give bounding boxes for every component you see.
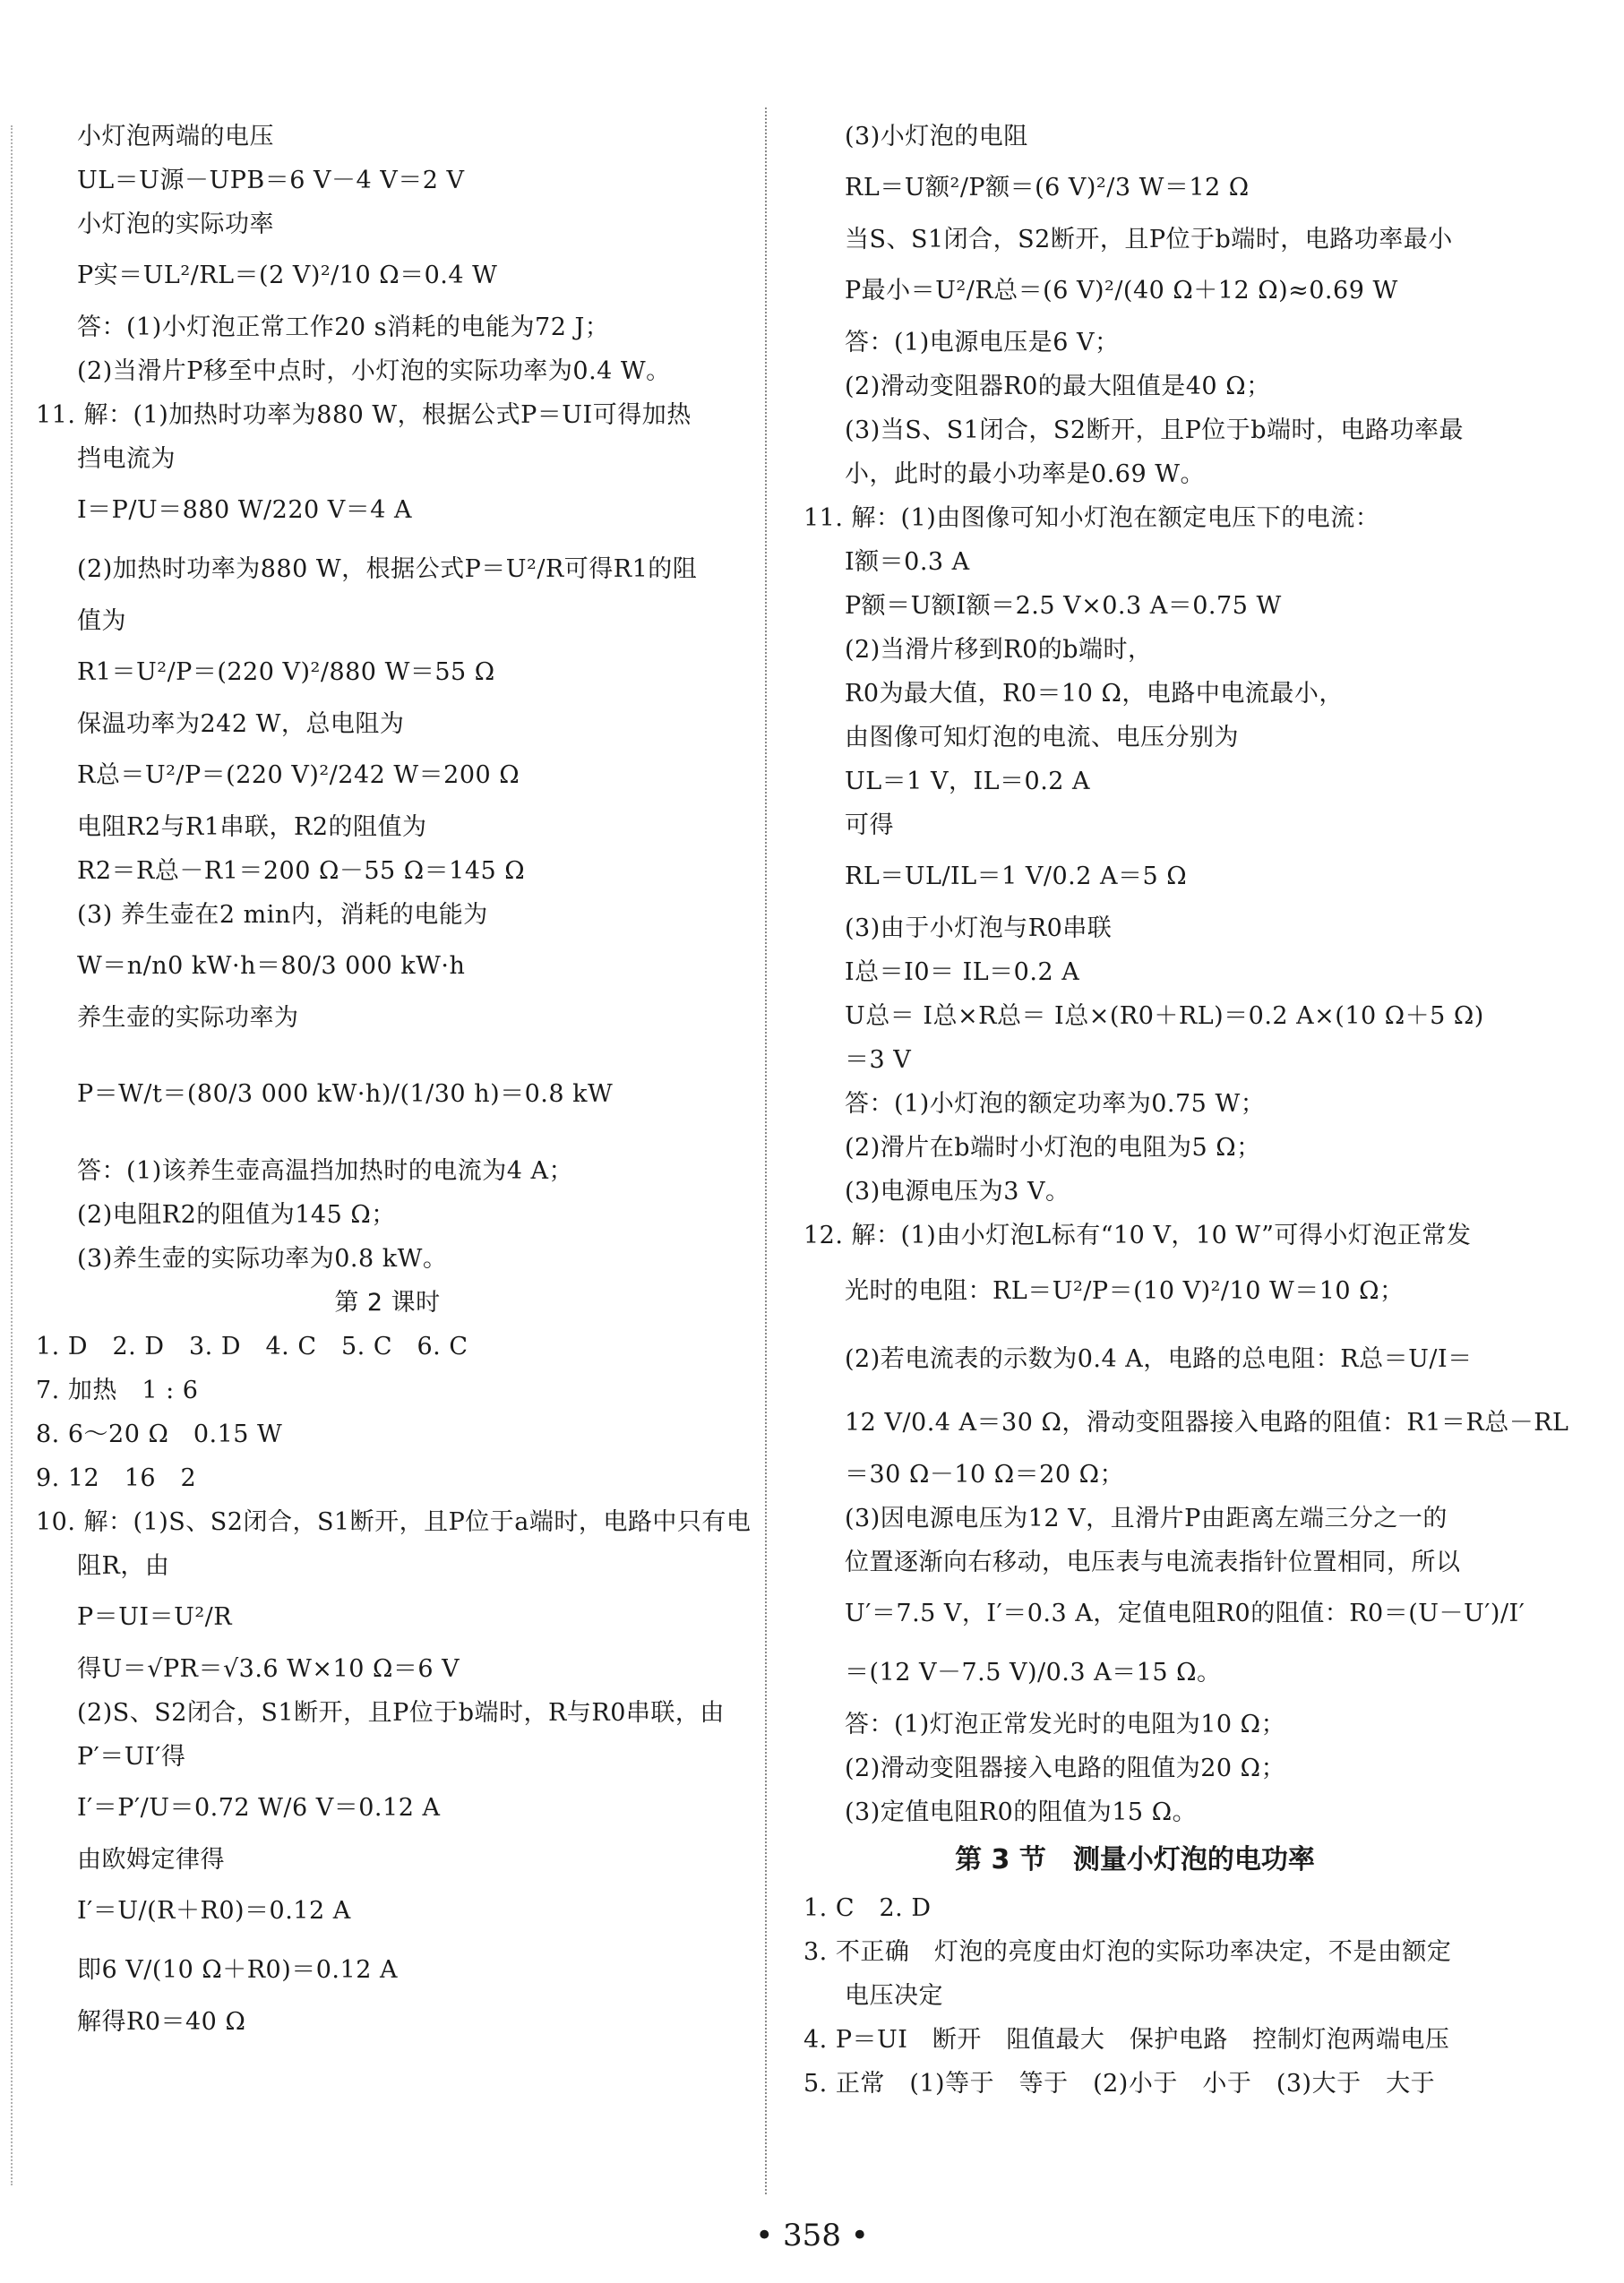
text-line: (3)当S、S1闭合，S2断开，且P位于b端时，电路功率最: [845, 416, 1465, 444]
text-line: I＝P/U＝880 W/220 V＝4 A: [77, 496, 413, 524]
text-line: (2)加热时功率为880 W，根据公式P＝U²/R可得R1的阻: [77, 555, 698, 583]
text-line: 1. D 2. D 3. D 4. C 5. C 6. C: [36, 1333, 468, 1360]
text-line: 9. 12 16 2: [36, 1464, 197, 1492]
text-line: (3)因电源电压为12 V，且滑片P由距离左端三分之一的: [845, 1505, 1448, 1532]
section-header: 第 2 课时: [334, 1289, 441, 1317]
text-line: 3. 不正确 灯泡的亮度由灯泡的实际功率决定，不是由额定: [803, 1938, 1452, 1966]
text-line: U总＝ I总×R总＝ I总×(R0＋RL)＝0.2 A×(10 Ω＋5 Ω): [845, 1002, 1484, 1030]
text-line: 小，此时的最小功率是0.69 W。: [845, 460, 1205, 488]
text-line: I总＝I0＝ IL＝0.2 A: [845, 958, 1080, 986]
text-line: I′＝U/(R＋R0)＝0.12 A: [77, 1897, 351, 1925]
text-line: P最小＝U²/R总＝(6 V)²/(40 Ω＋12 Ω)≈0.69 W: [845, 277, 1398, 305]
text-line: 解得R0＝40 Ω: [77, 2008, 246, 2036]
text-line: P′＝UI′得: [77, 1743, 186, 1771]
text-line: (3)定值电阻R0的阻值为15 Ω。: [845, 1798, 1198, 1826]
text-line: 保温功率为242 W，总电阻为: [77, 710, 405, 738]
text-line: RL＝UL/IL＝1 V/0.2 A＝5 Ω: [845, 863, 1188, 890]
text-line: ＝(12 V－7.5 V)/0.3 A＝15 Ω。: [845, 1659, 1222, 1687]
text-line: R0为最大值，R0＝10 Ω，电路中电流最小，: [845, 680, 1344, 708]
text-line: (2)滑动变阻器接入电路的阻值为20 Ω；: [845, 1755, 1286, 1782]
text-line: 可得: [845, 811, 894, 839]
text-line: 12 V/0.4 A＝30 Ω，滑动变阻器接入电路的阻值：R1＝R总－RL: [845, 1409, 1569, 1437]
text-line: 位置逐渐向右移动，电压表与电流表指针位置相同，所以: [845, 1549, 1461, 1576]
left-margin-rule: [11, 125, 13, 2185]
text-line: P＝UI＝U²/R: [77, 1603, 233, 1631]
column-divider: [765, 107, 767, 2194]
text-line: (2)电阻R2的阻值为145 Ω；: [77, 1201, 396, 1229]
text-line: 电压决定: [845, 1982, 943, 2010]
text-line: 5. 正常 (1)等于 等于 (2)小于 小于 (3)大于 大于: [803, 2070, 1436, 2098]
text-line: 阻R，由: [77, 1552, 170, 1580]
text-line: (2)S、S2闭合，S1断开，且P位于b端时，R与R0串联，由: [77, 1699, 725, 1727]
text-line: 8. 6～20 Ω 0.15 W: [36, 1420, 283, 1448]
text-line: 由图像可知灯泡的电流、电压分别为: [845, 724, 1239, 751]
text-line: P实＝UL²/RL＝(2 V)²/10 Ω＝0.4 W: [77, 262, 498, 289]
text-line: RL＝U额²/P额＝(6 V)²/3 W＝12 Ω: [845, 174, 1250, 202]
text-line: (2)滑动变阻器R0的最大阻值是40 Ω；: [845, 373, 1271, 400]
text-line: 答：(1)小灯泡正常工作20 s消耗的电能为72 J；: [77, 313, 610, 341]
text-line: (2)若电流表的示数为0.4 A，电路的总电阻：R总＝U/I＝: [845, 1345, 1473, 1373]
text-line: 11. 解：(1)由图像可知小灯泡在额定电压下的电流：: [803, 504, 1380, 532]
text-line: 10. 解：(1)S、S2闭合，S1断开，且P位于a端时，电路中只有电: [36, 1508, 752, 1536]
text-line: 光时的电阻：RL＝U²/P＝(10 V)²/10 W＝10 Ω；: [845, 1277, 1405, 1305]
text-line: 7. 加热 1 : 6: [36, 1377, 199, 1404]
text-line: UL＝U源－UPB＝6 V－4 V＝2 V: [77, 167, 465, 194]
text-line: (2)当滑片P移至中点时，小灯泡的实际功率为0.4 W。: [77, 357, 671, 385]
text-line: P额＝U额I额＝2.5 V×0.3 A＝0.75 W: [845, 592, 1282, 620]
text-line: 答：(1)该养生壶高温挡加热时的电流为4 A；: [77, 1157, 574, 1185]
text-line: (3)电源电压为3 V。: [845, 1178, 1070, 1206]
left-column: [36, 115, 752, 2044]
text-line: 即6 V/(10 Ω＋R0)＝0.12 A: [77, 1956, 398, 1984]
text-line: 答：(1)小灯泡的额定功率为0.75 W；: [845, 1090, 1266, 1118]
text-line: (2)当滑片移到R0的b端时，: [845, 636, 1153, 664]
text-line: 得U＝√PR＝√3.6 W×10 Ω＝6 V: [77, 1655, 460, 1683]
text-line: R总＝U²/P＝(220 V)²/242 W＝200 Ω: [77, 761, 520, 789]
text-line: 由欧姆定律得: [77, 1846, 225, 1874]
text-line: (3) 养生壶在2 min内，消耗的电能为: [77, 901, 488, 929]
page-number: • 358 •: [755, 2218, 869, 2253]
text-line: 值为: [77, 607, 126, 635]
text-line: 小灯泡两端的电压: [77, 123, 274, 150]
text-line: I′＝P′/U＝0.72 W/6 V＝0.12 A: [77, 1794, 441, 1822]
text-line: 小灯泡的实际功率: [77, 210, 274, 238]
text-line: 12. 解：(1)由小灯泡L标有“10 V，10 W”可得小灯泡正常发: [803, 1222, 1472, 1249]
section-title: 第 3 节 测量小灯泡的电功率: [955, 1844, 1315, 1875]
text-line: I额＝0.3 A: [845, 548, 970, 576]
text-line: P＝W/t＝(80/3 000 kW·h)/(1/30 h)＝0.8 kW: [77, 1080, 614, 1108]
text-line: 养生壶的实际功率为: [77, 1004, 299, 1032]
text-line: (2)滑片在b端时小灯泡的电阻为5 Ω；: [845, 1134, 1261, 1162]
text-line: 1. C 2. D: [803, 1894, 932, 1922]
text-line: 当S、S1闭合，S2断开，且P位于b端时，电路功率最小: [845, 226, 1453, 253]
text-line: U′＝7.5 V，I′＝0.3 A，定值电阻R0的阻值：R0＝(U－U′)/I′: [845, 1600, 1525, 1627]
text-line: 电阻R2与R1串联，R2的阻值为: [77, 813, 427, 841]
text-line: R1＝U²/P＝(220 V)²/880 W＝55 Ω: [77, 658, 495, 686]
text-line: 4. P＝UI 断开 阻值最大 保护电路 控制灯泡两端电压: [803, 2026, 1450, 2054]
text-line: UL＝1 V，IL＝0.2 A: [845, 768, 1091, 795]
text-line: (3)小灯泡的电阻: [845, 123, 1028, 150]
right-column: [803, 115, 1569, 2106]
text-line: ＝30 Ω－10 Ω＝20 Ω；: [845, 1461, 1124, 1489]
text-line: 答：(1)灯泡正常发光时的电阻为10 Ω；: [845, 1711, 1286, 1738]
text-line: (3)养生壶的实际功率为0.8 kW。: [77, 1245, 448, 1273]
text-line: (3)由于小灯泡与R0串联: [845, 914, 1113, 942]
text-line: W＝n/n0 kW·h＝80/3 000 kW·h: [77, 952, 466, 980]
text-line: 11. 解：(1)加热时功率为880 W，根据公式P＝UI可得加热: [36, 401, 692, 429]
text-line: 答：(1)电源电压是6 V；: [845, 329, 1120, 356]
text-line: R2＝R总－R1＝200 Ω－55 Ω＝145 Ω: [77, 857, 526, 885]
text-line: 挡电流为: [77, 445, 176, 473]
text-line: ＝3 V: [845, 1046, 912, 1074]
